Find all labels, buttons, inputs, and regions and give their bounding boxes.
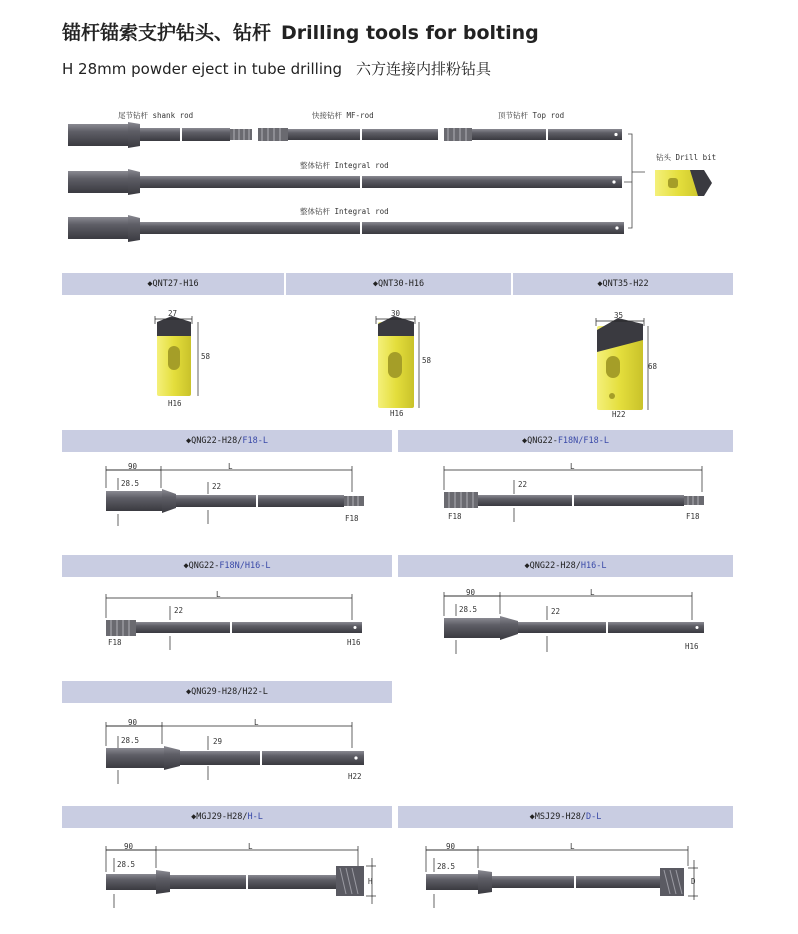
title-cn: 锚杆锚索支护钻头、钻杆 [62,22,272,44]
dim-90: 90 [446,842,456,851]
dim-l: L [254,718,259,727]
overview-top-rod [444,128,622,141]
bit-qnt27-width: 27 [168,309,178,318]
band-name-b: H16-L [580,561,607,571]
subtitle-cn: 六方连接内排粉钻具 [356,60,492,78]
dim-end-thread: H16 [347,638,361,647]
overview-drill-bit [655,170,712,196]
subtitle-en: H 28mm powder eject in tube drilling [62,60,343,78]
dim-end-thread: H22 [348,772,362,781]
band-qng22-h28-f18 [62,430,392,452]
band-name-a: ◆QNG22-H28/ [186,436,243,446]
dim-28-5: 28.5 [121,736,140,745]
band-qnt30 [286,273,511,295]
label-top-rod: 顶节钻杆 Top rod [498,111,565,120]
bit-qnt30-thread: H16 [390,409,404,418]
overview-integral-rod-2 [68,215,624,242]
overview-bracket [624,134,645,228]
band-qng29-h28-h22 [62,681,392,703]
band-name-a: ◆QNG22-H28/ [524,561,581,571]
label-mf-rod: 快接钻杆 MF-rod [312,111,374,120]
band-name-a: ◆MSJ29-H28/ [529,812,586,822]
band-name-a: ◆QNG29-H28/H22-L [186,687,268,697]
overview-shank-rod [68,122,252,148]
band-name-a: ◆QNG22- [521,436,558,446]
dim-l: L [248,842,253,851]
dim-90: 90 [124,842,134,851]
bit-qnt27-height: 58 [201,352,211,361]
bit-qnt30-width: 30 [391,309,401,318]
bit-qnt30-drawing [376,316,419,408]
dim-l: L [590,588,595,597]
dim-22: 22 [174,606,184,615]
band-msj29 [398,806,733,828]
dim-28-5: 28.5 [437,862,456,871]
dim-start-thread: F18 [108,638,122,647]
band-name-b: F18-L [242,436,268,446]
dim-d: D [691,877,696,886]
bit-qnt35-width: 35 [614,311,624,320]
dim-28-5: 28.5 [117,860,136,869]
rod-mgj29-drawing [106,846,376,908]
dim-90: 90 [128,718,138,727]
dim-l: L [228,462,233,471]
dim-90: 90 [128,462,138,471]
band-qnt27-label: ◆QNT27-H16 [147,279,199,289]
band-qnt30-label: ◆QNT30-H16 [372,279,425,289]
dim-28-5: 28.5 [459,605,478,614]
band-mgj29 [62,806,392,828]
rod-qng22-h28-f18-drawing [106,466,364,526]
label-integral-rod-2: 整体钻杆 Integral rod [300,207,389,216]
dim-end-thread: F18 [686,512,700,521]
dim-22: 22 [518,480,528,489]
band-name-b: F18N/H16-L [219,561,271,571]
band-qnt27 [62,273,284,295]
bit-qnt27-thread: H16 [168,399,182,408]
title-en: Drilling tools for bolting [281,22,539,44]
dim-22: 22 [551,607,561,616]
label-drill-bit: 钻头 Drill bit [656,153,717,162]
dim-29: 29 [213,737,223,746]
band-qng22-f18n-h16 [62,555,392,577]
dim-l: L [216,590,221,599]
label-shank-rod: 尾节钻杆 shank rod [118,111,194,120]
dim-22: 22 [212,482,222,491]
rod-qng22-f18n-f18-drawing [444,466,704,522]
dim-end-thread: F18 [345,514,359,523]
dim-start-thread: F18 [448,512,462,521]
band-qnt35-label: ◆QNT35-H22 [597,279,649,289]
label-integral-rod-1: 整体钻杆 Integral rod [300,161,389,170]
band-name-b: D-L [585,812,602,822]
dim-90: 90 [466,588,476,597]
band-qng22-h28-h16 [398,555,733,577]
overview-mf-rod [258,128,438,141]
band-name-b: H-L [247,812,263,822]
overview-integral-rod-1 [68,169,622,195]
rod-qng22-h28-h16-drawing [444,592,704,654]
dim-l: L [570,842,575,851]
rod-msj29-drawing [426,846,698,908]
dim-end-thread: H16 [685,642,699,651]
rod-qng29-h28-h22-drawing [106,722,364,784]
band-name-b: F18N/F18-L [557,436,609,446]
band-qng22-f18n-f18 [398,430,733,452]
band-name-a: ◆QNG22- [183,561,220,571]
bit-qnt35-drawing [596,318,648,410]
bit-qnt30-height: 58 [422,356,432,365]
dim-l: L [570,462,575,471]
dim-28-5: 28.5 [121,479,140,488]
band-name-a: ◆MGJ29-H28/ [191,812,248,822]
bit-qnt35-thread: H22 [612,410,626,419]
bit-qnt27-drawing [155,316,198,396]
bit-qnt35-height: 68 [648,362,658,371]
band-qnt35 [513,273,733,295]
rod-qng22-f18n-h16-drawing [106,594,362,650]
dim-h: H [368,877,373,886]
